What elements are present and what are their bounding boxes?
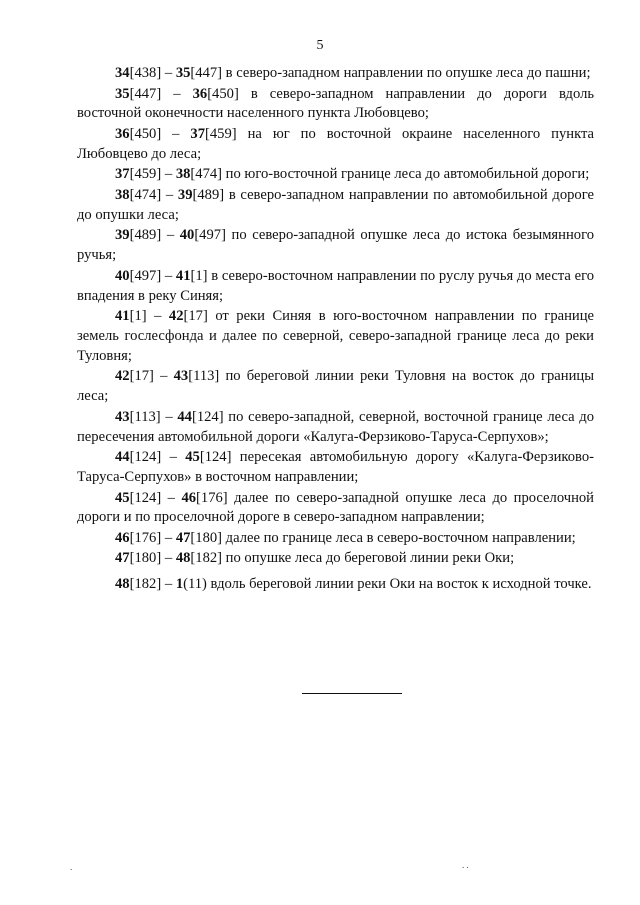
boundary-segment xyxy=(77,570,594,598)
segment-description: на юг по восточной окраине населенного пункта Любовцево до леса; xyxy=(77,125,595,162)
point-from-ref: [17] xyxy=(129,368,154,385)
point-to-ref: [489] xyxy=(192,186,225,203)
point-to-ref: [124] xyxy=(191,408,224,425)
boundary-segment xyxy=(77,448,594,488)
point-from-ref: [459] xyxy=(129,166,162,183)
point-from-ref: [438] xyxy=(129,65,162,81)
point-to: 1 xyxy=(175,576,184,593)
dash-separator: – xyxy=(161,65,176,81)
boundary-segment xyxy=(77,165,594,185)
dash-separator: – xyxy=(146,308,169,325)
point-from: 34 xyxy=(115,65,130,81)
point-from-ref: [450] xyxy=(129,125,162,142)
point-from: 45 xyxy=(115,489,130,506)
segment-description: в северо-восточном направлении по руслу ручья до места его впадения в реку Синяя; xyxy=(77,267,594,304)
point-from: 42 xyxy=(115,368,130,385)
segment-description: пересекая автомобильную дорогу «Калуга-Ферзиково-Таруса-Серпухов» в восточном направлении; xyxy=(77,449,595,485)
dash-separator: – xyxy=(161,125,191,142)
point-to: 39 xyxy=(177,186,193,203)
point-from-ref: [176] xyxy=(129,529,162,546)
point-to: 42 xyxy=(168,308,184,325)
dash-separator: – xyxy=(161,186,178,203)
point-from-ref: [182] xyxy=(129,576,162,593)
point-from: 38 xyxy=(115,186,130,203)
segment-description: по береговой линии реки Туловня на восток до границы леса; xyxy=(77,368,595,405)
point-from-ref: [474] xyxy=(129,186,162,203)
point-to-ref: (11) xyxy=(183,576,207,593)
boundary-segment xyxy=(77,267,594,307)
dash-separator: – xyxy=(161,550,176,567)
dash-separator: – xyxy=(161,529,176,546)
scan-speck: . . xyxy=(462,860,469,870)
point-to-ref: [447] xyxy=(190,65,223,81)
point-from-ref: [180] xyxy=(129,550,162,567)
dash-separator: – xyxy=(161,489,182,506)
scan-speck: . xyxy=(70,862,73,872)
point-to-ref: [113] xyxy=(188,368,220,385)
segment-description: в северо-западном направлении до дороги вдоль восточной оконечности населенного пункта Любовцево; xyxy=(77,85,595,122)
point-from: 48 xyxy=(115,576,130,593)
point-from-ref: [113] xyxy=(129,408,161,425)
boundary-segment xyxy=(77,226,594,266)
point-to: 38 xyxy=(175,166,191,183)
segment-description: по северо-западной, северной, восточной границе леса до пересечения автомобильной дороги «Калуга-Ферзиково-Таруса-Серпухов»; xyxy=(77,408,595,445)
boundary-segment xyxy=(77,367,594,407)
segment-description: вдоль береговой линии реки Оки на восток к исходной точке. xyxy=(206,576,592,593)
point-from: 40 xyxy=(115,267,130,284)
point-to: 45 xyxy=(185,449,200,466)
point-from: 47 xyxy=(115,550,130,567)
point-to-ref: [450] xyxy=(207,85,239,102)
point-from-ref: [497] xyxy=(129,267,162,284)
segment-description: по северо-западной опушке леса до истока безымянного ручья; xyxy=(77,227,594,264)
point-to: 46 xyxy=(181,489,197,506)
point-from: 46 xyxy=(115,529,130,546)
point-to: 47 xyxy=(175,529,191,546)
point-to: 43 xyxy=(173,368,189,385)
point-to: 37 xyxy=(190,125,206,142)
point-to-ref: [1] xyxy=(190,267,208,284)
boundary-segment xyxy=(77,186,594,226)
point-to-ref: [17] xyxy=(183,308,208,325)
dash-separator: – xyxy=(161,576,176,593)
boundary-segment xyxy=(77,549,594,569)
end-rule xyxy=(302,693,402,694)
point-to-ref: [497] xyxy=(194,227,226,244)
dash-separator: – xyxy=(161,449,186,466)
point-to: 36 xyxy=(192,85,208,102)
point-from-ref: [1] xyxy=(129,308,147,325)
point-to: 35 xyxy=(175,65,191,81)
page-number: 5 xyxy=(316,38,324,53)
point-to-ref: [124] xyxy=(199,449,232,466)
point-to: 44 xyxy=(177,408,192,425)
dash-separator: – xyxy=(161,227,180,244)
point-from-ref: [124] xyxy=(129,449,162,466)
boundary-segment xyxy=(77,125,594,165)
boundary-segment xyxy=(77,307,594,366)
boundary-segment xyxy=(77,85,594,125)
segment-description: далее по северо-западной опушке леса до проселочной дороги и по проселочной дороге в северо-западном направлении; xyxy=(77,489,594,526)
boundary-segment xyxy=(77,408,594,448)
point-from: 44 xyxy=(115,449,130,466)
segment-description: по опушке леса до береговой линии реки Оки; xyxy=(222,550,515,567)
point-from: 37 xyxy=(115,166,130,183)
point-to-ref: [176] xyxy=(196,489,228,506)
point-to-ref: [474] xyxy=(190,166,223,183)
point-to: 48 xyxy=(175,550,191,567)
segment-description: в северо-западном направлении по опушке леса до пашни; xyxy=(222,65,591,81)
boundary-description xyxy=(77,64,594,599)
dash-separator: – xyxy=(161,85,193,102)
point-from: 43 xyxy=(115,408,130,425)
point-from: 39 xyxy=(115,227,130,244)
point-to-ref: [182] xyxy=(190,550,223,567)
boundary-segment xyxy=(77,489,594,529)
point-to: 41 xyxy=(175,267,191,284)
point-from: 36 xyxy=(115,125,130,142)
dash-separator: – xyxy=(153,368,174,385)
point-from-ref: [489] xyxy=(129,227,162,244)
segment-description: от реки Синяя в юго-восточном направлении по границе земель гослесфонда и далее по северной, северо-западной границе леса до реки Туловня; xyxy=(77,308,595,364)
segment-description: по юго-восточной границе леса до автомобильной дороги; xyxy=(222,166,590,183)
point-from-ref: [447] xyxy=(129,85,162,102)
boundary-segment xyxy=(77,529,594,549)
point-from: 35 xyxy=(115,85,130,102)
point-from-ref: [124] xyxy=(129,489,162,506)
dash-separator: – xyxy=(161,267,176,284)
point-to-ref: [180] xyxy=(190,529,223,546)
boundary-segment xyxy=(77,64,594,84)
dash-separator: – xyxy=(161,166,176,183)
point-from: 41 xyxy=(115,308,130,325)
point-to-ref: [459] xyxy=(205,125,237,142)
segment-description: далее по границе леса в северо-восточном направлении; xyxy=(222,529,576,546)
point-to: 40 xyxy=(179,227,195,244)
segment-description: в северо-западном направлении по автомобильной дороге до опушки леса; xyxy=(77,186,595,223)
dash-separator: – xyxy=(160,408,178,425)
